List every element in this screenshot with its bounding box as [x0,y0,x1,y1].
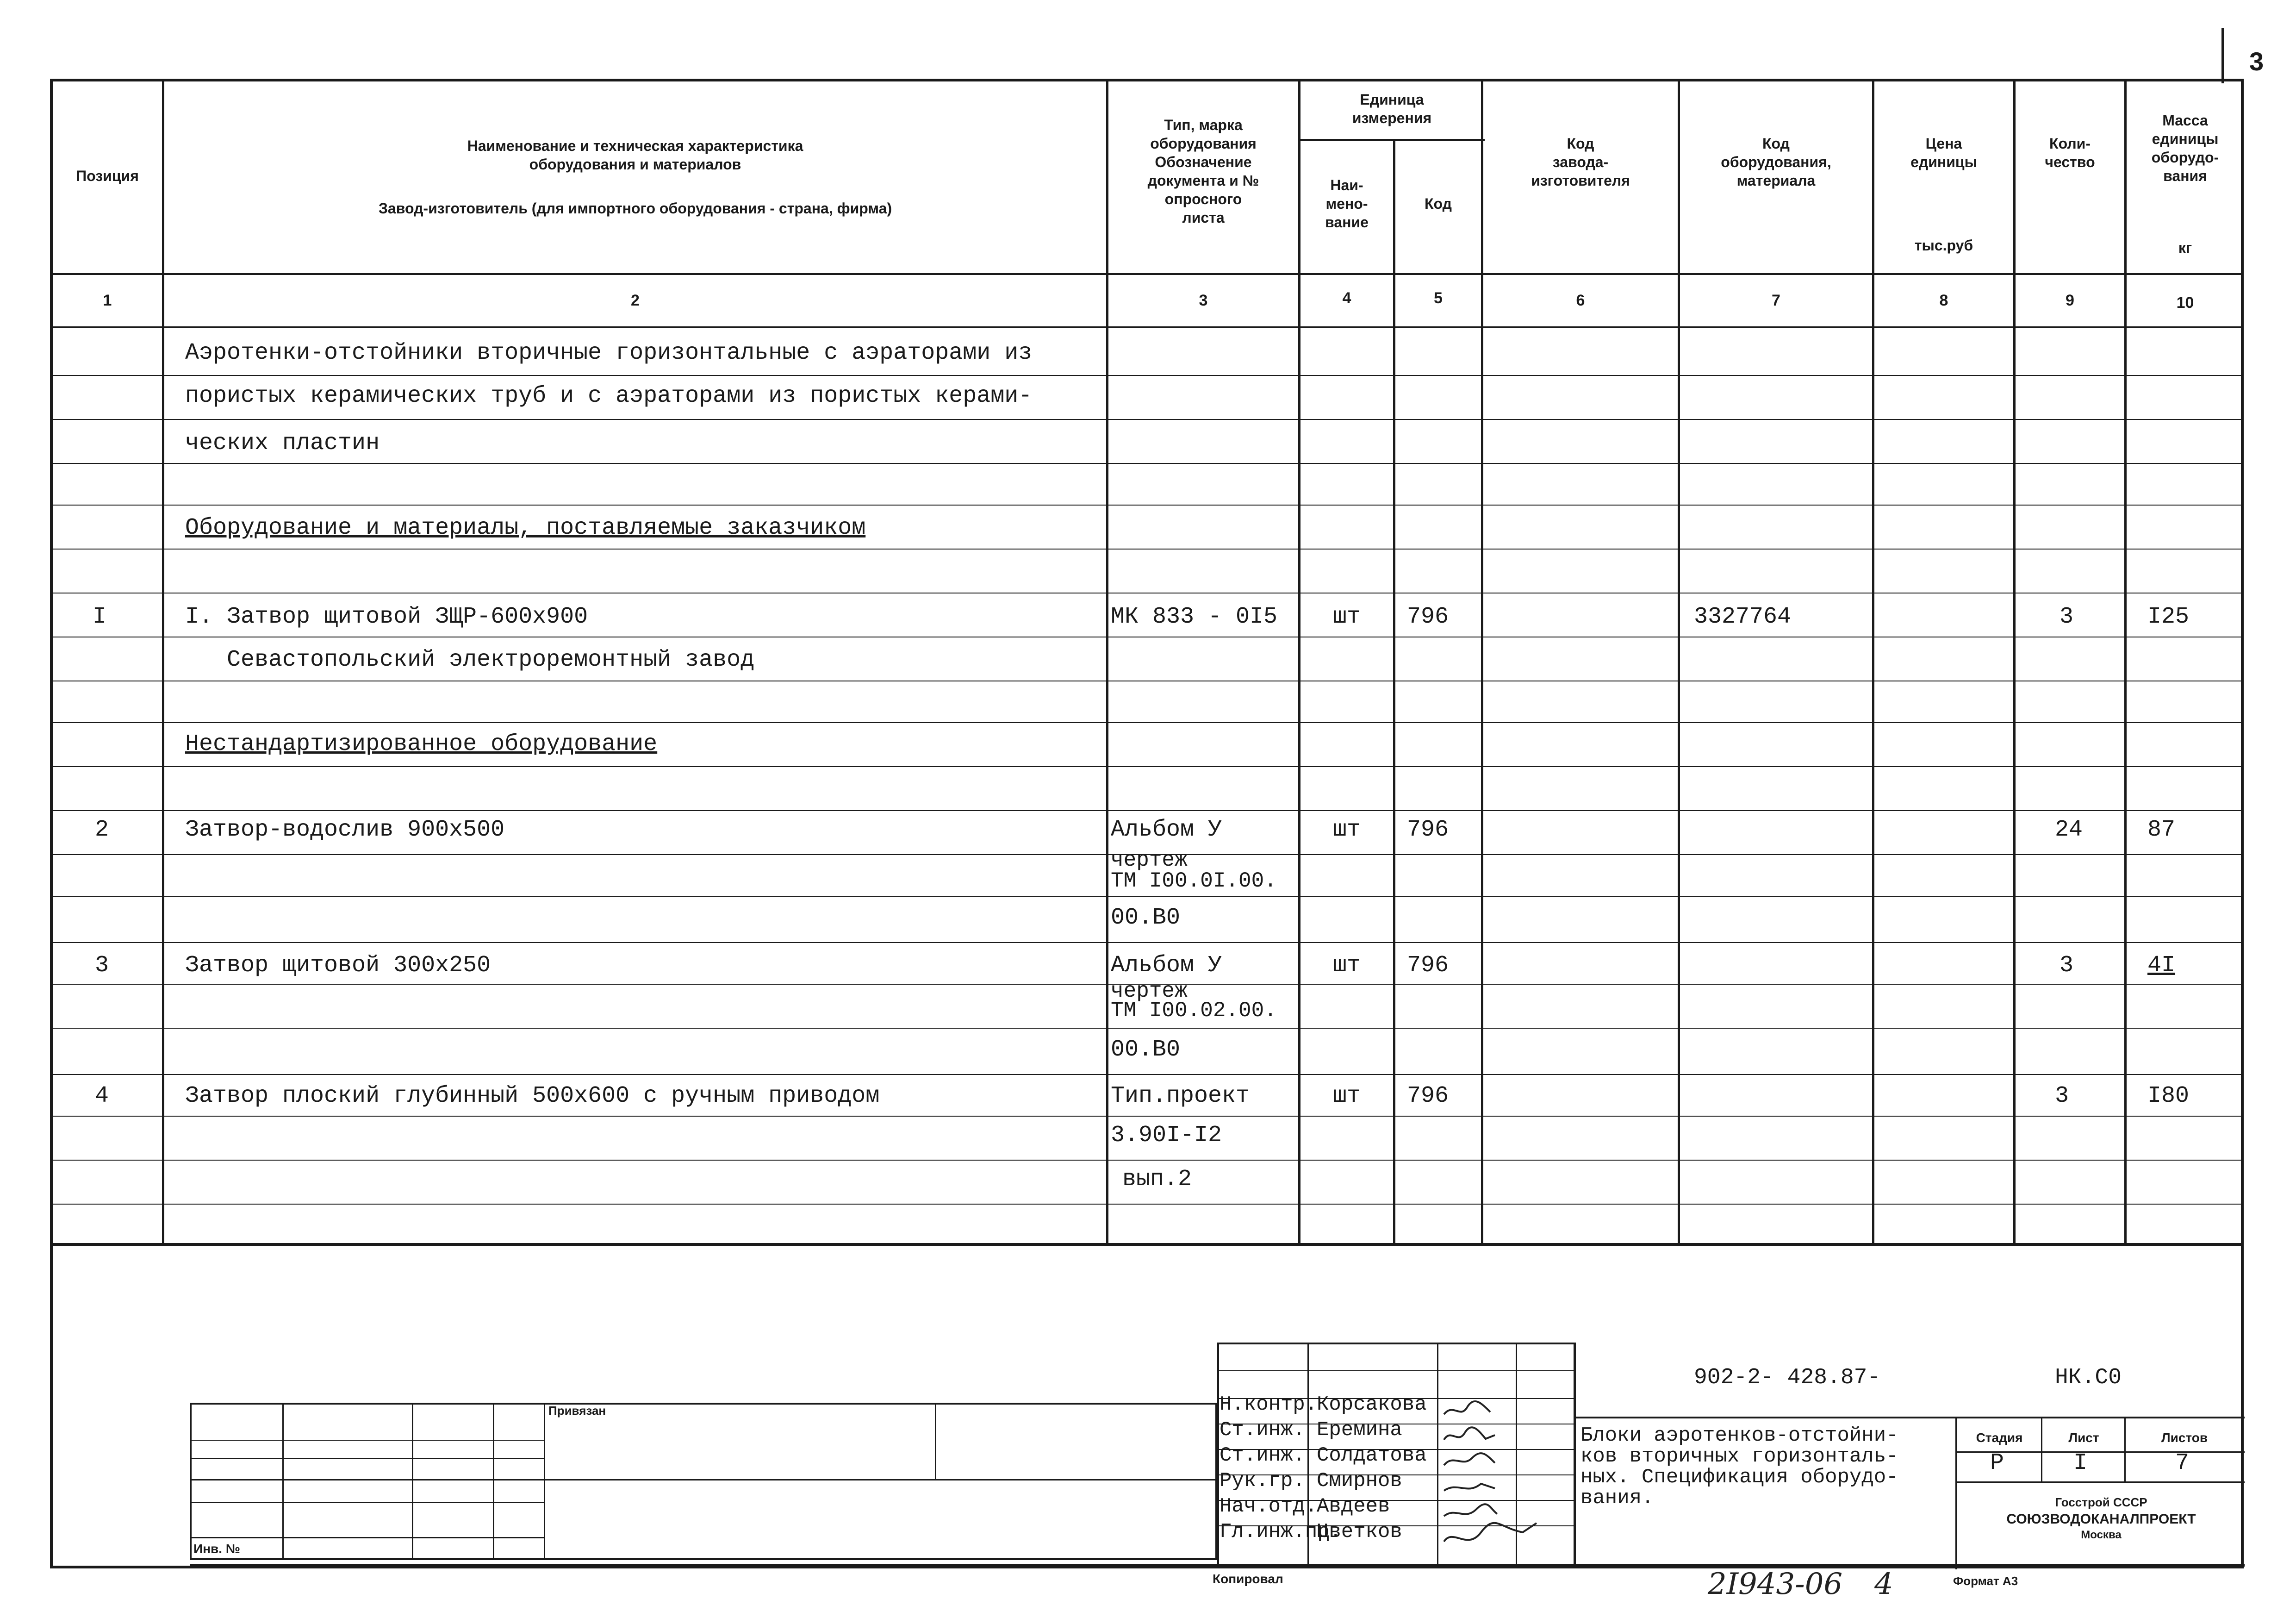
header-price: Цена единицы [1910,135,1977,170]
col-number: 1 [103,292,112,309]
title-block-bottom [190,1564,2245,1567]
item1-quantity: 3 [2060,604,2074,630]
item4-quantity: 3 [2055,1083,2069,1109]
item3-position: 3 [95,952,109,979]
col-line [162,79,164,1243]
org-line2: СОЮЗВОДОКАНАЛПРОЕКТ [2006,1512,2196,1527]
stage-block-left [1955,1417,1957,1569]
col-number: 5 [1434,289,1443,307]
binding-label: Привязан [548,1404,606,1418]
row-line [50,1116,2244,1117]
archive-number: 2I943-06 [1708,1567,1843,1601]
header-mass-unit: кг [2178,239,2192,256]
page-number-mark [2221,28,2224,83]
row-line [50,463,2244,464]
col-number: 10 [2176,294,2194,312]
item3-unit: шт [1333,952,1361,979]
stage-col [2124,1417,2126,1481]
header-name-line2: оборудования и материалов [529,156,741,173]
item1-mass: I25 [2147,604,2190,630]
sig-row [1217,1370,1574,1371]
item2-type-line4: 00.В0 [1111,905,1181,931]
item3-quantity: 3 [2060,952,2074,979]
org-line3: Москва [2081,1529,2122,1541]
header-mass: Масса единицы оборудо- вания [2151,112,2219,184]
binding-row [190,1458,544,1459]
col-number: 4 [1342,289,1351,307]
header-type: Тип, марка оборудования Обозначение документа и № опросного листа [1147,117,1259,226]
row-line [50,419,2244,420]
item3-type-line2: чертеж [1111,979,1188,1003]
section-nonstandard: Нестандартизированное оборудование [185,731,658,757]
document-code: 902-2- 428.87- [1694,1365,1881,1390]
binding-col [544,1403,545,1560]
row-line [50,810,2244,811]
role-label: Ст.инж. [1220,1418,1305,1442]
section-customer-supplied: Оборудование и материалы, поставляемые заказчиком [185,515,866,541]
role-label: Рук.гр. [1220,1469,1305,1493]
item1-position: I [93,604,107,630]
format-label: Формат А3 [1953,1574,2018,1588]
inventory-label: Инв. № [193,1542,241,1556]
role-label: Ст.инж. [1220,1444,1305,1467]
person-name: Авдеев [1317,1495,1390,1518]
doc-code-row-line [1574,1417,2245,1418]
person-name: Цветков [1317,1520,1402,1543]
person-name: Корсакова [1317,1393,1427,1416]
row-line [50,505,2244,506]
item2-quantity: 24 [2055,817,2083,843]
item1-manufacturer: Севастопольский электроремонтный завод [227,647,755,673]
doc-title-line3: ных. Спецификация оборудо- [1580,1466,1898,1489]
col-number: 6 [1576,292,1585,309]
sig-col [1437,1343,1438,1565]
item2-mass: 87 [2147,817,2176,843]
col-line [1678,79,1680,1243]
item2-name: Затвор-водослив 900х500 [185,817,505,843]
item4-position: 4 [95,1083,109,1109]
role-label: Н.контр. [1220,1393,1318,1416]
binding-row [190,1479,1217,1480]
row-line [50,1074,2244,1075]
item1-name: I. Затвор щитовой ЗЩР-600х900 [185,604,588,630]
binding-col [935,1403,936,1479]
number-row-line [50,326,2244,328]
header-quantity: Коли- чество [2045,135,2095,170]
binding-block [190,1403,1217,1560]
page-number: 3 [2249,47,2264,76]
header-name-line1: Наименование и техническая характеристика [467,137,803,154]
item3-type-line1: Альбом У [1111,952,1222,979]
item1-unit-code: 796 [1407,604,1449,630]
row-line [50,1160,2244,1161]
row-line [50,1204,2244,1205]
col-line [1298,79,1300,1243]
col-line [1481,79,1483,1243]
doc-title-line2: ков вторичных горизонталь- [1580,1445,1898,1468]
header-price-unit: тыс.руб [1914,237,1973,254]
row-line [50,722,2244,723]
row-line [50,766,2244,767]
person-name: Смирнов [1317,1469,1402,1493]
table-title-line3: ческих пластин [185,430,380,456]
role-label: Гл.инж.пр. [1220,1520,1342,1543]
item2-position: 2 [95,817,109,843]
doc-title-line4: вания. [1580,1487,1654,1510]
header-name-line3: Завод-изготовитель (для импортного оборудования - страна, фирма) [378,200,892,217]
item2-type-line1: Альбом У [1111,817,1222,843]
item4-unit: шт [1333,1083,1361,1109]
unit-subheader-line [1300,139,1485,141]
col-number: 9 [2066,292,2074,309]
person-name: Солдатова [1317,1444,1427,1467]
stage-label: Стадия [1976,1430,2023,1445]
person-name: Еремина [1317,1418,1402,1442]
binding-row [190,1440,544,1441]
row-line [50,1028,2244,1029]
sheet-code: НК.С0 [2055,1365,2122,1390]
item4-mass: I80 [2147,1083,2190,1109]
sig-col [1574,1343,1576,1565]
col-number: 7 [1772,292,1780,309]
signature-scribbles [1439,1393,1546,1565]
item2-type-line2: чертеж [1111,848,1188,872]
stage-row [1955,1481,2245,1483]
header-unit-code: Код [1425,195,1452,212]
item2-type-line3: ТМ I00.0I.00. [1111,869,1277,893]
col-line [2013,79,2016,1243]
item3-mass: 4I [2147,952,2176,979]
row-line [50,942,2244,943]
col-number: 2 [631,292,640,309]
item3-name: Затвор щитовой 300х250 [185,952,491,979]
header-unit-group: Единица измерения [1352,91,1432,126]
sheet-value: I [2073,1450,2088,1476]
sheets-label: Листов [2161,1430,2208,1445]
header-manufacturer-code: Код завода- изготовителя [1531,135,1630,189]
item4-name: Затвор плоский глубинный 500х600 с ручным приводом [185,1083,880,1109]
row-line [50,896,2244,897]
header-bottom-line [50,273,2244,275]
table-bottom-line [50,1243,2244,1246]
item3-type-line4: 00.В0 [1111,1037,1181,1063]
binding-col [282,1403,284,1560]
org-line1: Госстрой СССР [2055,1495,2147,1509]
sheets-value: 7 [2175,1450,2190,1476]
item4-type-line2: 3.90I-I2 [1111,1122,1222,1149]
item3-type-line3: ТМ I00.02.00. [1111,999,1277,1023]
item3-unit-code: 796 [1407,952,1449,979]
doc-title-line1: Блоки аэротенков-отстойни- [1580,1424,1898,1447]
binding-row [190,1502,544,1503]
item1-type: МК 833 - 0I5 [1111,604,1278,630]
table-title-line2: пористых керамических труб и с аэраторами из пористых керами- [185,383,1033,409]
item1-equipment-code: 3327764 [1694,604,1792,630]
item4-type-line3: вып.2 [1122,1166,1192,1193]
binding-col [493,1403,494,1560]
binding-row [190,1537,544,1538]
stage-col [2041,1417,2042,1481]
col-number: 8 [1939,292,1948,309]
copied-label: Копировал [1213,1572,1283,1586]
item2-unit-code: 796 [1407,817,1449,843]
header-equipment-code: Код оборудования, материала [1721,135,1831,189]
row-line [50,549,2244,550]
table-title-line1: Аэротенки-отстойники вторичные горизонтальные с аэраторами из [185,340,1033,366]
header-position: Позиция [76,168,139,184]
stage-value: Р [1990,1450,2004,1476]
col-line [1106,79,1108,1243]
binding-col [412,1403,413,1560]
item2-unit: шт [1333,817,1361,843]
sheet-label: Лист [2068,1430,2099,1445]
col-number: 3 [1199,292,1208,309]
role-label: Нач.отд. [1220,1495,1318,1518]
item4-unit-code: 796 [1407,1083,1449,1109]
item1-unit: шт [1333,604,1361,630]
archive-suffix: 4 [1874,1567,1893,1601]
item4-type-line1: Тип.проект [1111,1083,1250,1109]
row-line [50,375,2244,376]
header-unit-name: Наи- мено- вание [1325,177,1369,231]
